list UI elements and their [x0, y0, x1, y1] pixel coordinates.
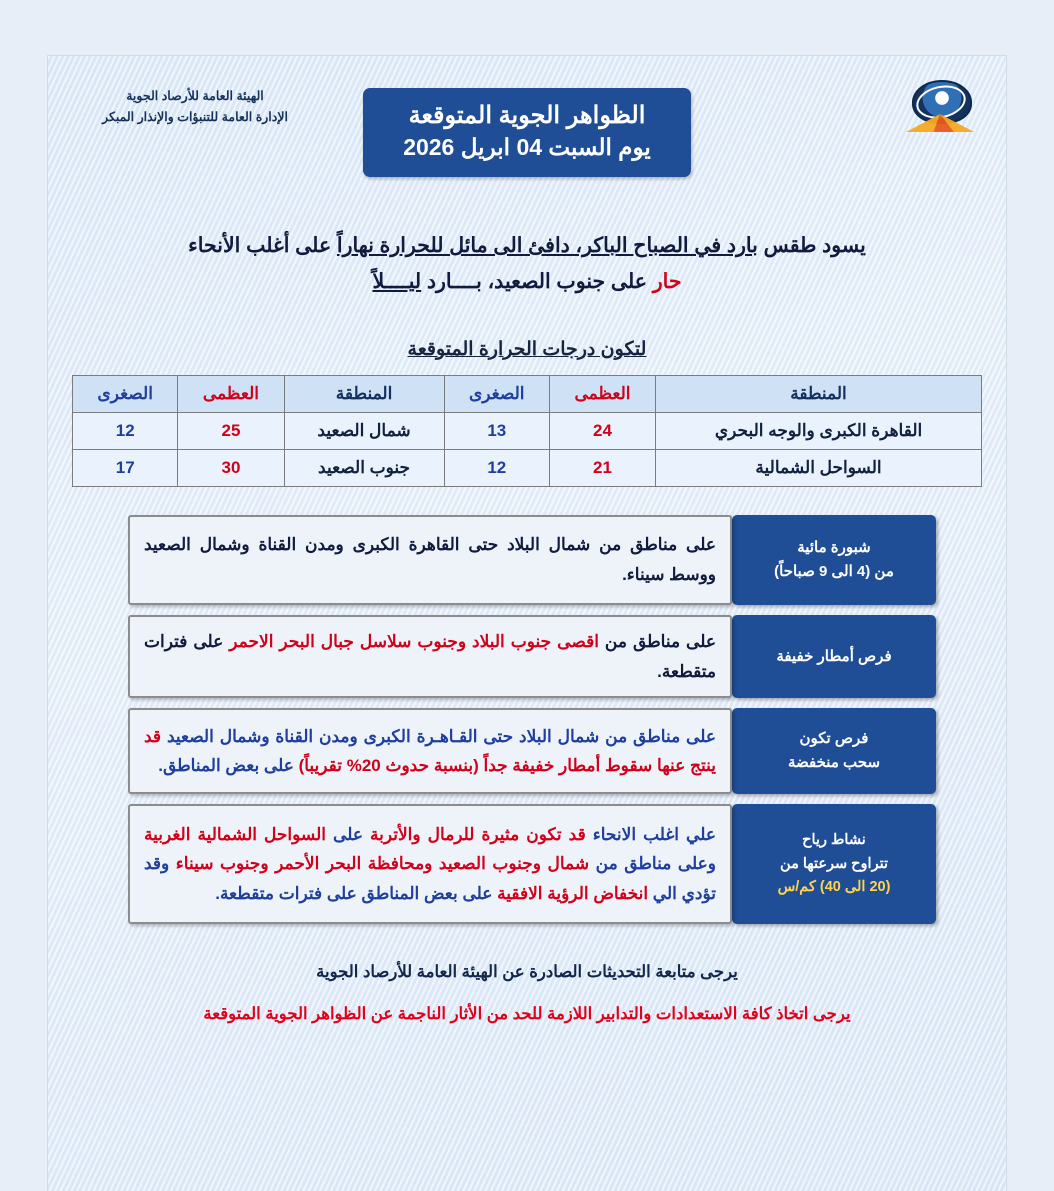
bulletin-footer — [48, 962, 1006, 1024]
header-max-left: العظمى — [178, 375, 284, 412]
wind-text-g: وقد تؤدي الي — [144, 854, 716, 904]
organization-name — [80, 86, 310, 129]
temperature-table-caption: لتكون درجات الحرارة المتوقعة — [407, 338, 647, 360]
wind-label-line2: تتراوح سرعتها من — [780, 855, 888, 872]
phenomena-list — [118, 515, 936, 925]
phenomenon-row-light-rain — [118, 615, 936, 699]
header-min-left: الصغرى — [73, 375, 178, 412]
cell-min-left: 17 — [73, 449, 178, 486]
header-region-left: المنطقة — [284, 375, 444, 412]
low-clouds-label-line2: سحب منخفضة — [787, 754, 881, 772]
bulletin-title-line1: الظواهر الجوية المتوقعة — [408, 102, 646, 129]
phenomenon-text-wind — [128, 804, 732, 924]
weather-summary — [118, 228, 936, 300]
summary-line2-part-b: على جنوب الصعيد، بــــارد — [421, 269, 653, 293]
bulletin-title-line2: يوم السبت 04 ابريل 2026 — [403, 134, 651, 161]
cell-region-right: القاهرة الكبرى والوجه البحري — [656, 412, 982, 449]
low-clouds-text-b: قد ينتج عنها سقوط أمطار خفيفة جداً (بنسبة حدوث 20% تقريباً) — [144, 726, 716, 776]
cell-max-left: 25 — [178, 412, 284, 449]
phenomenon-label-low-clouds — [732, 708, 936, 794]
wind-text-e: وعلى مناطق من — [589, 854, 717, 874]
weather-bulletin-page — [48, 56, 1006, 1191]
wind-text-f: شمال وجنوب الصعيد ومحافظة البحر الأحمر وجنوب سيناء — [175, 854, 590, 874]
summary-line-2 — [118, 264, 936, 300]
phenomenon-row-wind — [118, 804, 936, 924]
phenomenon-label-wind — [732, 804, 936, 924]
summary-line2-part-c: ليــــلاً — [372, 269, 422, 293]
phenomenon-label-light-rain — [732, 615, 936, 699]
bulletin-title-box — [363, 88, 691, 177]
temperature-table — [72, 375, 982, 487]
cell-max-left: 30 — [178, 449, 284, 486]
header-min-right: الصغرى — [444, 375, 549, 412]
footer-updates-note: يرجى متابعة التحديثات الصادرة عن الهيئة العامة للأرصاد الجوية — [316, 963, 738, 982]
wind-text-i: على بعض المناطق على فترات متقطعة. — [215, 884, 498, 904]
summary-line1-part-b: بارد في الصباح الباكر، دافئ الى مائل للحرارة نهاراً — [336, 234, 758, 257]
phenomenon-text-fog — [128, 515, 732, 605]
organization-line2: الإدارة العامة للتنبؤات والإنذار المبكر — [102, 110, 288, 125]
cell-min-right: 12 — [444, 449, 549, 486]
wind-text-b: قد تكون مثيرة للرمال والأتربة — [370, 824, 586, 844]
wind-label-line1: نشاط رياح — [802, 832, 866, 849]
header-max-right: العظمى — [549, 375, 655, 412]
table-row — [73, 412, 982, 449]
meteorological-authority-logo-icon — [904, 78, 976, 134]
wind-text-a: علي اغلب الانحاء — [585, 824, 716, 844]
low-clouds-label-line1: فرص تكون — [799, 730, 869, 748]
phenomenon-row-fog — [118, 515, 936, 605]
low-clouds-text-a: على مناطق من شمال البلاد حتى القـاهـرة الكبرى ومدن القناة وشمال الصعيد — [161, 726, 716, 746]
fog-label-line2: من (4 الى 9 صباحاً) — [774, 562, 894, 580]
header-region-right: المنطقة — [656, 375, 982, 412]
wind-text-c: على — [326, 824, 371, 844]
cell-min-left: 12 — [73, 412, 178, 449]
summary-line1-part-a: يسود طقس — [757, 234, 866, 257]
cell-region-left: جنوب الصعيد — [284, 449, 444, 486]
summary-line2-part-a: حار — [652, 269, 682, 293]
light-rain-text-b: اقصى جنوب البلاد وجنوب سلاسل جبال البحر الاحمر — [229, 631, 599, 651]
low-clouds-text-c: على بعض المناطق. — [158, 756, 299, 776]
cell-min-right: 13 — [444, 412, 549, 449]
fog-text: على مناطق من شمال البلاد حتى القاهرة الكبرى ومدن القناة وشمال الصعيد ووسط سيناء. — [144, 535, 716, 584]
table-row — [73, 449, 982, 486]
cell-region-right: السواحل الشمالية — [656, 449, 982, 486]
light-rain-text-c: على فترات متقطعة. — [144, 631, 716, 681]
table-header-row — [73, 375, 982, 412]
phenomenon-text-low-clouds — [128, 708, 732, 794]
wind-text-h: انخفاض الرؤية الافقية — [497, 884, 649, 904]
fog-label-line1: شبورة مائية — [797, 538, 871, 556]
light-rain-label-line1: فرص أمطار خفيفة — [776, 647, 892, 665]
organization-line1: الهيئة العامة للأرصاد الجوية — [126, 89, 264, 103]
light-rain-text-a: على مناطق من — [598, 631, 716, 651]
cell-region-left: شمال الصعيد — [284, 412, 444, 449]
summary-line1-part-c: على أغلب الأنحاء — [188, 234, 337, 257]
cell-max-right: 24 — [549, 412, 655, 449]
phenomenon-row-low-clouds — [118, 708, 936, 794]
phenomenon-label-fog — [732, 515, 936, 605]
cell-max-right: 21 — [549, 449, 655, 486]
phenomenon-text-light-rain — [128, 615, 732, 699]
summary-line-1 — [118, 228, 936, 264]
wind-text-d: السواحل الشمالية الغربية — [144, 824, 326, 844]
wind-label-line3: (20 الى 40) كم/س — [777, 878, 891, 895]
footer-warning-note: يرجى اتخاذ كافة الاستعدادات والتدابير اللازمة للحد من الأثار الناجمة عن الظواهر الجوية المتوقعة — [203, 1005, 851, 1024]
bulletin-header — [48, 56, 1006, 206]
